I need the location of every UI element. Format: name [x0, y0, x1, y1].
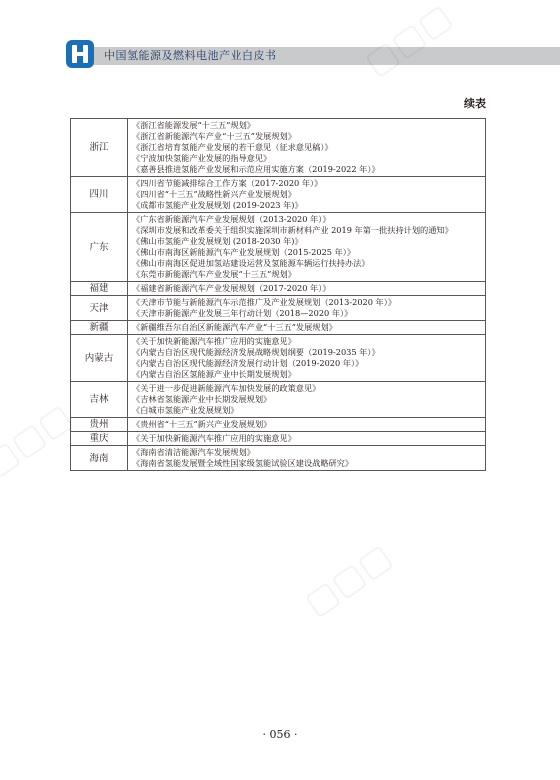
province-cell: 广东 [71, 213, 128, 282]
province-cell: 天津 [71, 296, 128, 321]
document-title: 《贵州省“十三五”新兴产业发展规划》 [132, 419, 272, 429]
documents-cell [128, 296, 486, 321]
documents-cell [128, 119, 486, 177]
document-title: 《海南省清洁能源汽车发展规划》 [132, 447, 255, 457]
logo-icon [66, 40, 94, 68]
table-row [71, 418, 486, 432]
table-row [71, 119, 486, 177]
document-title: 《新疆维吾尔自治区新能源汽车产业“十三五”发展规划》 [132, 322, 337, 332]
table-row [71, 296, 486, 321]
province-cell: 重庆 [71, 432, 128, 446]
table-row [71, 321, 486, 335]
document-title: 《浙江省培育氢能产业发展的若干意见（征求意见稿）》 [132, 142, 333, 152]
province-cell: 贵州 [71, 418, 128, 432]
document-title: 《佛山市南海区促进加氢站建设运营及氢能源车辆运行扶持办法》 [132, 258, 370, 268]
document-title: 《内蒙古自治区现代能源经济发展行动计划（2019-2020 年）》 [132, 358, 364, 368]
document-title: 《四川省“十三五”战略性新兴产业发展规划》 [132, 189, 296, 199]
province-cell: 吉林 [71, 382, 128, 418]
document-title: 《关于进一步促进新能源汽车加快发展的政策意见》 [132, 383, 321, 393]
document-title: 《内蒙古自治区现代能源经济发展战略规划纲要（2019-2035 年）》 [132, 347, 380, 357]
province-cell: 海南 [71, 446, 128, 471]
document-title: 《佛山市氢能产业发展规划 (2018-2030 年)》 [132, 236, 303, 246]
page-header [0, 0, 560, 96]
document-title: 《成都市氢能产业发展规划 (2019-2023 年)》 [132, 200, 303, 210]
document-title: 《宁波加快氢能产业发展的指导意见》 [132, 153, 272, 163]
document-title: 《深圳市发展和改革委关于组织实施深圳市新材料产业 2019 年第一批扶持计划的通知》 [132, 225, 453, 235]
documents-cell [128, 432, 486, 446]
document-title: 《内蒙古自治区氢能源产业中长期发展规划》 [132, 369, 296, 379]
continued-label: 续表 [464, 97, 486, 110]
table-row [71, 335, 486, 382]
documents-cell [128, 382, 486, 418]
documents-cell [128, 321, 486, 335]
watermark [297, 536, 399, 624]
documents-cell [128, 418, 486, 432]
documents-cell [128, 335, 486, 382]
table-row [71, 382, 486, 418]
document-title: 《关于加快新能源汽车推广应用的实施意见》 [132, 433, 296, 443]
document-title: 《天津市新能源产业发展三年行动计划（2018—2020 年）》 [132, 308, 353, 318]
document-title: 《四川省节能减排综合工作方案（2017-2020 年）》 [132, 178, 323, 188]
province-cell: 新疆 [71, 321, 128, 335]
document-title: 《浙江省新能源汽车产业“十三五”发展规划》 [132, 131, 296, 141]
document-title: 《福建省新能源汽车产业发展规划（2017-2020 年）》 [132, 283, 331, 293]
province-cell: 内蒙古 [71, 335, 128, 382]
policy-table [70, 118, 486, 471]
header-title: 中国氢能源及燃料电池产业白皮书 [104, 49, 277, 62]
document-title: 《天津市节能与新能源汽车示范推广及产业发展规划（2013-2020 年）》 [132, 297, 397, 307]
document-title: 《嘉善县推进氢能产业发展和示范应用实施方案（2019-2022 年）》 [132, 164, 380, 174]
documents-cell [128, 213, 486, 282]
documents-cell [128, 282, 486, 296]
table-row [71, 213, 486, 282]
table-row [71, 432, 486, 446]
province-cell: 四川 [71, 177, 128, 213]
document-title: 《浙江省能源发展“十三五”规划》 [132, 120, 255, 130]
document-title: 《海南省氢能发展暨全域性国家级氢能试验区建设战略研究》 [132, 458, 354, 468]
document-title: 《关于加快新能源汽车推广应用的实施意见》 [132, 336, 296, 346]
table-row [71, 282, 486, 296]
province-cell: 浙江 [71, 119, 128, 177]
document-title: 《吉林省氢能源产业中长期发展规划》 [132, 394, 272, 404]
document-title: 《佛山市南海区新能源汽车产业发展规划（2015-2025 年）》 [132, 247, 356, 257]
documents-cell [128, 446, 486, 471]
document-title: 《白城市氢能产业发展规划》 [132, 405, 239, 415]
page-number: · 056 · [262, 728, 298, 741]
documents-cell [128, 177, 486, 213]
document-title: 《广东省新能源汽车产业发展规划（2013-2020 年）》 [132, 214, 331, 224]
table-row [71, 177, 486, 213]
watermark [0, 396, 79, 484]
document-title: 《东莞市新能源汽车产业发展“十三五”规划》 [132, 269, 296, 279]
province-cell: 福建 [71, 282, 128, 296]
table-row [71, 446, 486, 471]
